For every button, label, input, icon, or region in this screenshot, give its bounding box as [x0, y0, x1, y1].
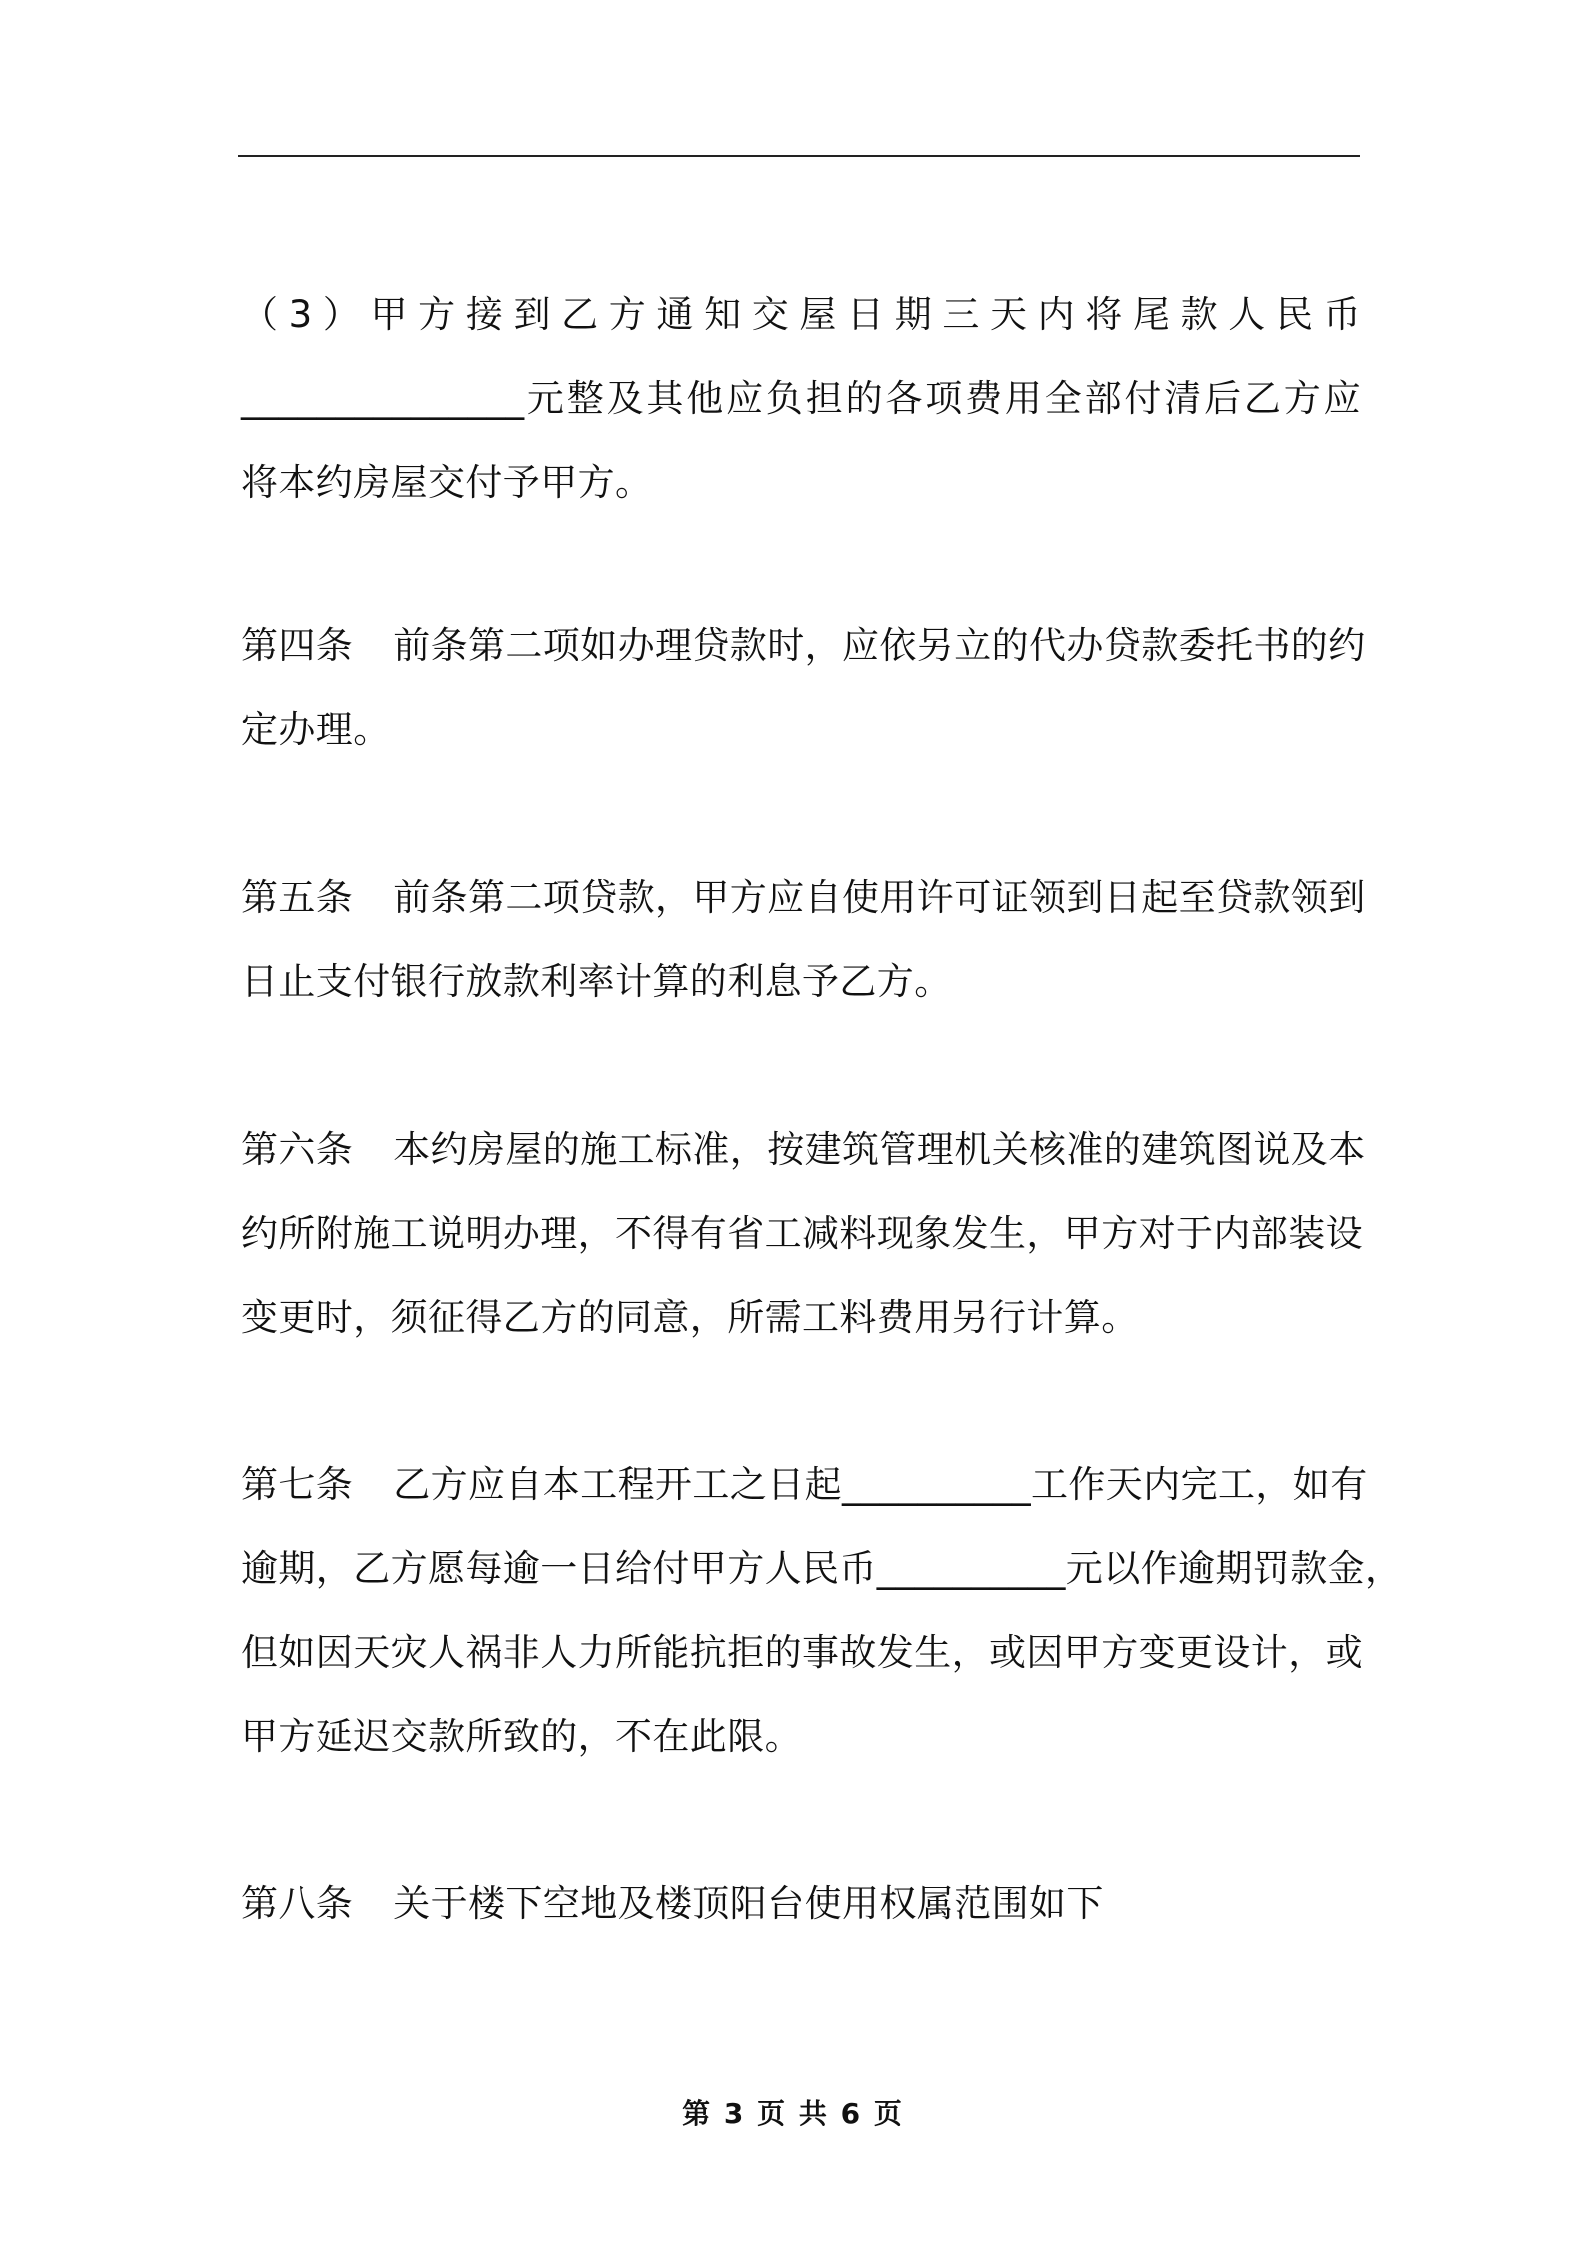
paragraph-line: 变更时，须征得乙方的同意，所需工料费用另行计算。: [241, 1296, 1139, 1339]
paragraph-line: _______________元整及其他应负担的各项费用全部付清后乙方应: [241, 377, 1361, 420]
header-rule: [238, 155, 1360, 157]
paragraph-line: 逾期，乙方愿每逾一日给付甲方人民币__________元以作逾期罚款金，: [241, 1547, 1403, 1590]
article-heading: 第六条: [241, 1128, 354, 1171]
clause-3-item-3: [241, 273, 1361, 525]
paragraph-line: 但如因天灾人祸非人力所能抗拒的事故发生，或因甲方变更设计，或: [241, 1631, 1363, 1674]
article-text: 前条第二项贷款，甲方应自使用许可证领到日起至贷款领到: [393, 876, 1366, 919]
article-6: [241, 1108, 1366, 1360]
article-7: [241, 1443, 1403, 1779]
article-text: 前条第二项如办理贷款时，应依另立的代办贷款委托书的约: [393, 624, 1366, 667]
paragraph-line: 甲方延迟交款所致的，不在此限。: [241, 1715, 802, 1758]
article-5: [241, 856, 1366, 1024]
article-text: 关于楼下空地及楼顶阳台使用权属范围如下: [393, 1882, 1104, 1925]
paragraph-line: 定办理。: [241, 708, 391, 751]
article-heading: 第四条: [241, 624, 354, 667]
paragraph-line: [241, 1443, 1368, 1527]
article-text: 乙方应自本工程开工之日起__________工作天内完工，如有: [393, 1463, 1368, 1506]
paragraph-line: [241, 1108, 1366, 1192]
paragraph-line: [241, 604, 1366, 688]
paragraph-line: （3）甲方接到乙方通知交屋日期三天内将尾款人民币: [241, 293, 1361, 336]
article-4: [241, 604, 1366, 772]
article-heading: 第八条: [241, 1882, 354, 1925]
paragraph-line: [241, 1862, 1361, 1946]
paragraph-line: 日止支付银行放款利率计算的利息予乙方。: [241, 960, 952, 1003]
article-text: 本约房屋的施工标准，按建筑管理机关核准的建筑图说及本: [393, 1128, 1366, 1171]
paragraph-line: 将本约房屋交付予甲方。: [241, 461, 653, 504]
article-heading: 第五条: [241, 876, 354, 919]
paragraph-line: [241, 856, 1366, 940]
article-8: [241, 1862, 1361, 1946]
paragraph-line: 约所附施工说明办理，不得有省工减料现象发生，甲方对于内部装设: [241, 1212, 1363, 1255]
article-heading: 第七条: [241, 1463, 354, 1506]
page-number: 第 3 页 共 6 页: [682, 2097, 904, 2130]
